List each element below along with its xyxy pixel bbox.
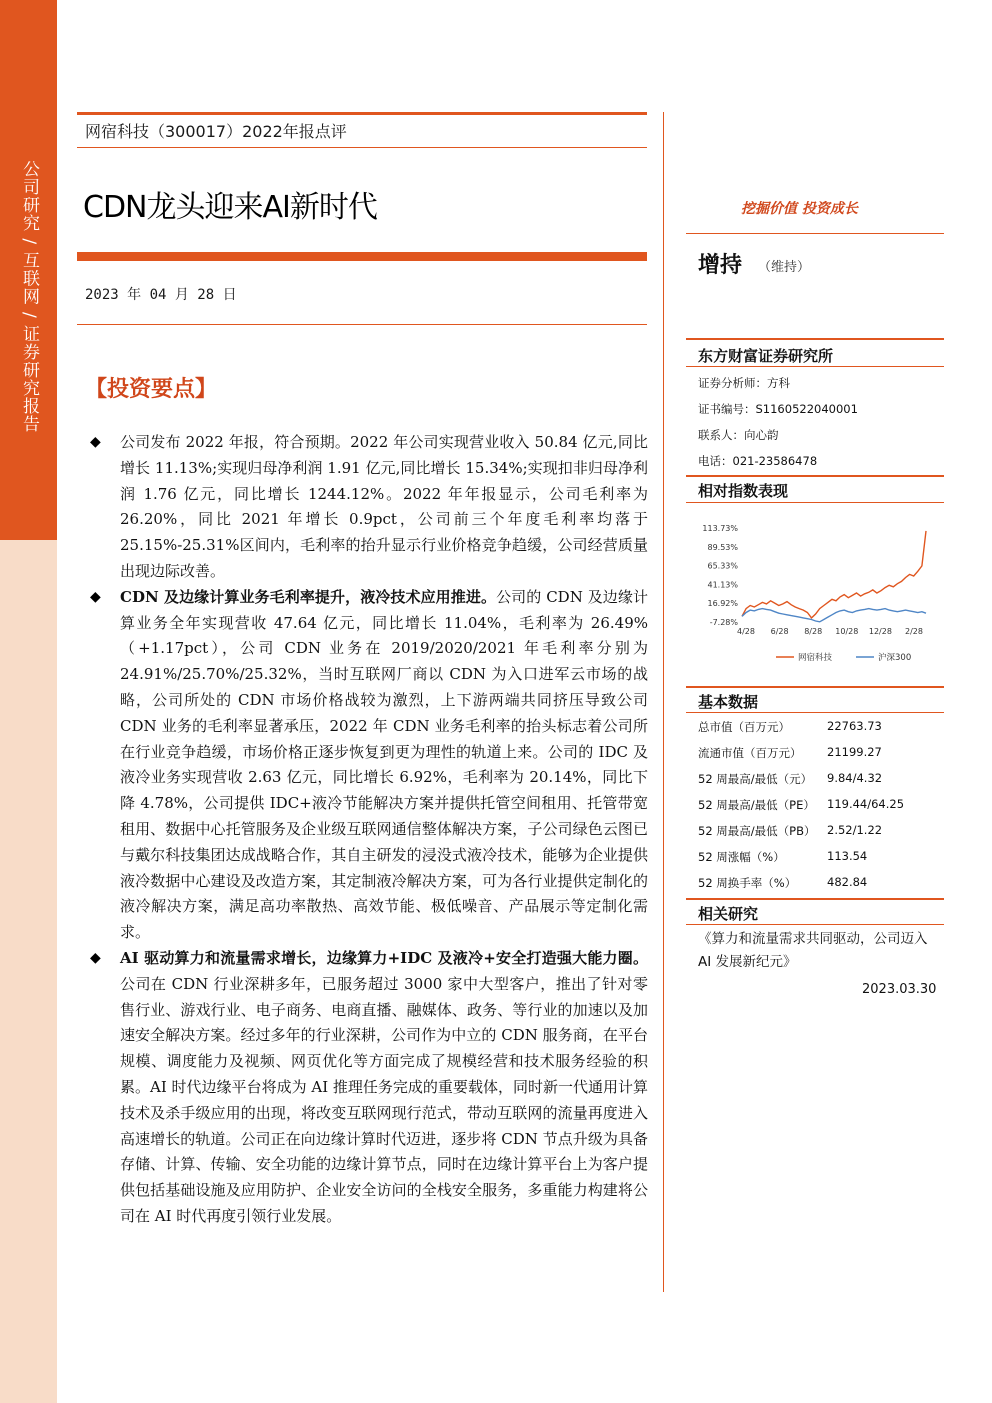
price-range-label: 52 周最高/最低（元） (698, 772, 813, 786)
float-cap-label: 流通市值（百万元） (698, 746, 802, 760)
basic-data-title: 基本数据 (698, 693, 759, 711)
series-rule (77, 147, 647, 148)
related-report-date: 2023.03.30 (862, 982, 937, 997)
y-tick-label: 65.33% (707, 561, 738, 571)
market-cap-label: 总市值（百万元） (698, 720, 790, 734)
market-cap-value: 22763.73 (827, 719, 882, 733)
x-tick-label: 2/28 (905, 627, 923, 636)
x-tick-label: 6/28 (770, 627, 789, 636)
y-tick-label: 89.53% (707, 542, 738, 552)
y-tick-label: -7.28% (709, 618, 738, 627)
report-title: CDN龙头迎来AI新时代 (83, 190, 377, 225)
float-cap-value: 21199.27 (827, 745, 882, 759)
related-research-title: 相关研究 (698, 905, 759, 923)
x-tick-label: 10/28 (835, 627, 859, 636)
report-date: 2023 年 04 月 28 日 (85, 287, 237, 303)
title-thick-rule (77, 252, 647, 261)
related-under-rule (686, 924, 944, 925)
price-range-value: 9.84/4.32 (827, 771, 883, 785)
bullet-item (88, 946, 648, 1230)
report-series: 网宿科技（300017）2022年报点评 (85, 122, 347, 141)
pb-range-label: 52 周最高/最低（PB） (698, 824, 816, 838)
slogan: 挖掘价值 投资成长 (741, 201, 858, 217)
bullet-lead: AI 驱动算力和流量需求增长，边缘算力+IDC 及液冷+安全打造强大能力圈。 (120, 948, 648, 967)
legend-label: 网宿科技 (798, 653, 833, 663)
y-tick-label: 113.73% (702, 524, 738, 533)
change-label: 52 周涨幅（%） (698, 850, 785, 864)
slogan-rule (686, 233, 944, 234)
diamond-bullet-icon: ◆ (90, 949, 101, 966)
diamond-bullet-icon: ◆ (90, 588, 101, 605)
chart-rule (686, 475, 944, 477)
series-line-1 (742, 531, 926, 618)
header-top-rule (77, 112, 647, 115)
investment-points (88, 430, 648, 1230)
bullet-text: 公司的 CDN 及边缘计算业务全年实现营收 47.64 亿元，同比增长 11.04%，毛利率为 26.49%（+1.17pct），公司 CDN 业务在 2019/2020/2021 年毛利率分别为 24.91%/25.70%/25.32%，当时互联网厂商以 CDN 为入口进军云市场的战略，公司所处的 CDN 市场价格战较为激烈，上下游两端共同挤压导致公司 CDN 业务的毛利率显著承压，2022 年 CDN 业务毛利率的抬头标志着公司所在行业竞争趋缓，市场价格正逐步恢复到更为理性的轨道上来。公司的 IDC 及液冷业务实现营收 2.63 亿元，同比增长 6.92%，毛利率为 20.14%，同比下降 4.78%，公司提供 IDC+液冷节能解决方案并提供托管空间租用、托管带宽租用、数据中心托管服务及企业级互联网通信整体解决方案，子公司绿色云图已与戴尔科技集团达成战略合作，其自主研发的浸没式液冷技术，能够为企业提供液冷数据中心建设及改造方案，其定制液冷解决方案，可为各行业提供定制化的液冷解决方案，满足高功率散热、高效节能、极低噪音、产品展示等定制化需求。 (120, 587, 648, 942)
turnover-value: 482.84 (827, 875, 868, 889)
y-tick-label: 16.92% (707, 599, 738, 609)
bullet-text: 公司在 CDN 行业深耕多年，已服务超过 3000 家中大型客户，推出了针对零售行业、游戏行业、电子商务、电商直播、融媒体、政务、等行业的加速以及加速安全解决方案。经过多年的行业深耕，公司作为中立的 CDN 服务商，在平台规模、调度能力及视频、网页优化等方面完成了规模经营和技术服务经验的积累。AI 时代边缘平台将成为 AI 推理任务完成的重要载体，同时新一代通用计算技术及杀手级应用的出现，将改变互联网现行范式，带动互联网的流量再度进入高速增长的轨道。公司正在向边缘计算时代迈进，逐步将 CDN 节点升级为具备存储、计算、传输、安全功能的边缘计算节点，同时在边缘计算平台上为客户提供包括基础设施及应用防护、企业安全访问的全栈安全服务，多重能力构建将公司在 AI 时代再度引领行业发展。 (120, 974, 648, 1225)
x-tick-label: 12/28 (868, 627, 892, 636)
pe-range-value: 119.44/64.25 (827, 797, 905, 811)
series-line-2 (742, 609, 926, 622)
bullet-text: 公司发布 2022 年报，符合预期。2022 年公司实现营业收入 50.84 亿元,同比增长 11.13%;实现归母净利润 1.91 亿元,同比增长 15.34%;实现扣非归母净利润 1.76 亿元，同比增长 1244.12%。2022 年年报显示，公司毛利率为 26.20%，同比 2021 年增长 0.9pct，公司前三个年度毛利率均落于 25.15%-25.31%区间内，毛利率的抬升显示行业价格竞争趋缓，公司经营质量出现边际改善。 (120, 433, 648, 580)
basic-under-rule (686, 712, 944, 713)
x-tick-label: 8/28 (804, 627, 823, 636)
bullet-item (88, 585, 648, 946)
change-value: 113.54 (827, 849, 868, 863)
diamond-bullet-icon: ◆ (90, 434, 101, 450)
column-divider (663, 112, 664, 1292)
chart-title: 相对指数表现 (698, 482, 789, 500)
relative-index-chart (698, 514, 944, 674)
related-rule (686, 898, 944, 900)
turnover-label: 52 周换手率（%） (698, 876, 797, 890)
y-tick-label: 41.13% (707, 580, 738, 590)
rating: 增持 (698, 253, 743, 278)
pb-range-value: 2.52/1.22 (827, 823, 883, 837)
chart-under-rule (686, 502, 944, 503)
analyst-name: 证券分析师：方科 (698, 376, 790, 390)
phone-number: 电话：021-23586478 (698, 454, 818, 468)
basic-rule (686, 686, 944, 688)
x-tick-label: 4/28 (737, 627, 755, 636)
bullet-item (88, 430, 648, 585)
pe-range-label: 52 周最高/最低（PE） (698, 798, 815, 812)
chart-svg (698, 514, 944, 674)
rating-note: （维持） (758, 260, 811, 275)
certificate-number: 证书编号：S1160522040001 (698, 402, 858, 416)
section-heading: 【投资要点】 (85, 376, 218, 402)
legend-label: 沪深300 (878, 653, 912, 663)
date-rule (77, 324, 647, 325)
bullet-lead: CDN 及边缘计算业务毛利率提升，液冷技术应用推进。 (120, 587, 497, 606)
org-rule (686, 338, 944, 340)
org-under-rule (686, 366, 944, 367)
related-report-link[interactable]: 《算力和流量需求共同驱动，公司迈入 AI 发展新纪元》 (698, 931, 928, 970)
sidebar-light-bar (0, 540, 57, 1403)
research-institute: 东方财富证券研究所 (698, 347, 834, 365)
report-category-label: 公司研究 / 互联网 / 证券研究报告 (19, 160, 39, 434)
contact-person: 联系人：向心韵 (698, 428, 779, 442)
